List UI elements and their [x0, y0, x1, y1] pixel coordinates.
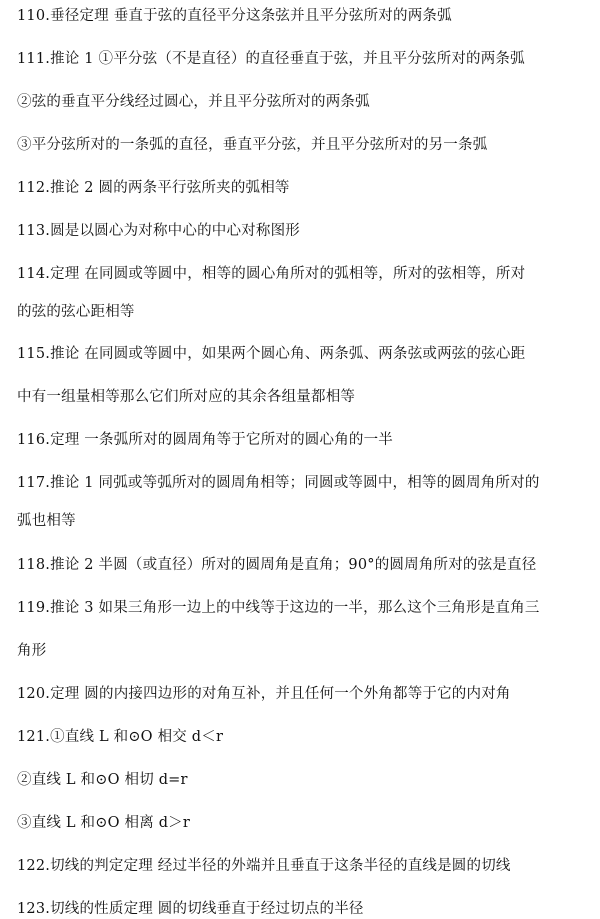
text-line-114-cont: 的弦的弦心距相等	[17, 304, 135, 320]
text-line-111: 111.推论 1 ①平分弦（不是直径）的直径垂直于弦，并且平分弦所对的两条弧	[17, 51, 525, 67]
text-line-111-3: ③平分弦所对的一条弧的直径，垂直平分弦，并且平分弦所对的另一条弧	[17, 137, 488, 153]
text-line-114: 114.定理 在同圆或等圆中，相等的圆心角所对的弧相等，所对的弦相等，所对	[17, 266, 526, 282]
text-line-113: 113.圆是以圆心为对称中心的中心对称图形	[17, 223, 300, 239]
text-line-110: 110.垂径定理 垂直于弦的直径平分这条弦并且平分弦所对的两条弧	[17, 8, 452, 24]
text-line-117: 117.推论 1 同弧或等弧所对的圆周角相等；同圆或等圆中，相等的圆周角所对的	[17, 475, 540, 491]
text-line-117-cont: 弧也相等	[17, 513, 76, 529]
text-line-116: 116.定理 一条弧所对的圆周角等于它所对的圆心角的一半	[17, 432, 393, 448]
text-line-115-cont: 中有一组量相等那么它们所对应的其余各组量都相等	[17, 389, 356, 405]
text-line-121-2: ②直线 L 和⊙O 相切 d=r	[17, 772, 188, 788]
text-line-118: 118.推论 2 半圆（或直径）所对的圆周角是直角；90°的圆周角所对的弦是直径	[17, 557, 537, 573]
text-line-112: 112.推论 2 圆的两条平行弦所夹的弧相等	[17, 180, 290, 196]
text-line-123: 123.切线的性质定理 圆的切线垂直于经过切点的半径	[17, 901, 364, 917]
text-line-122: 122.切线的判定定理 经过半径的外端并且垂直于这条半径的直线是圆的切线	[17, 858, 511, 874]
text-line-121-3: ③直线 L 和⊙O 相离 d＞r	[17, 815, 191, 831]
text-line-120: 120.定理 圆的内接四边形的对角互补，并且任何一个外角都等于它的内对角	[17, 686, 511, 702]
text-line-121: 121.①直线 L 和⊙O 相交 d＜r	[17, 729, 224, 745]
text-line-115: 115.推论 在同圆或等圆中，如果两个圆心角、两条弧、两条弦或两弦的弦心距	[17, 346, 526, 362]
text-line-119: 119.推论 3 如果三角形一边上的中线等于这边的一半，那么这个三角形是直角三	[17, 600, 540, 616]
text-line-111-2: ②弦的垂直平分线经过圆心，并且平分弦所对的两条弧	[17, 94, 370, 110]
text-line-119-cont: 角形	[17, 643, 47, 659]
